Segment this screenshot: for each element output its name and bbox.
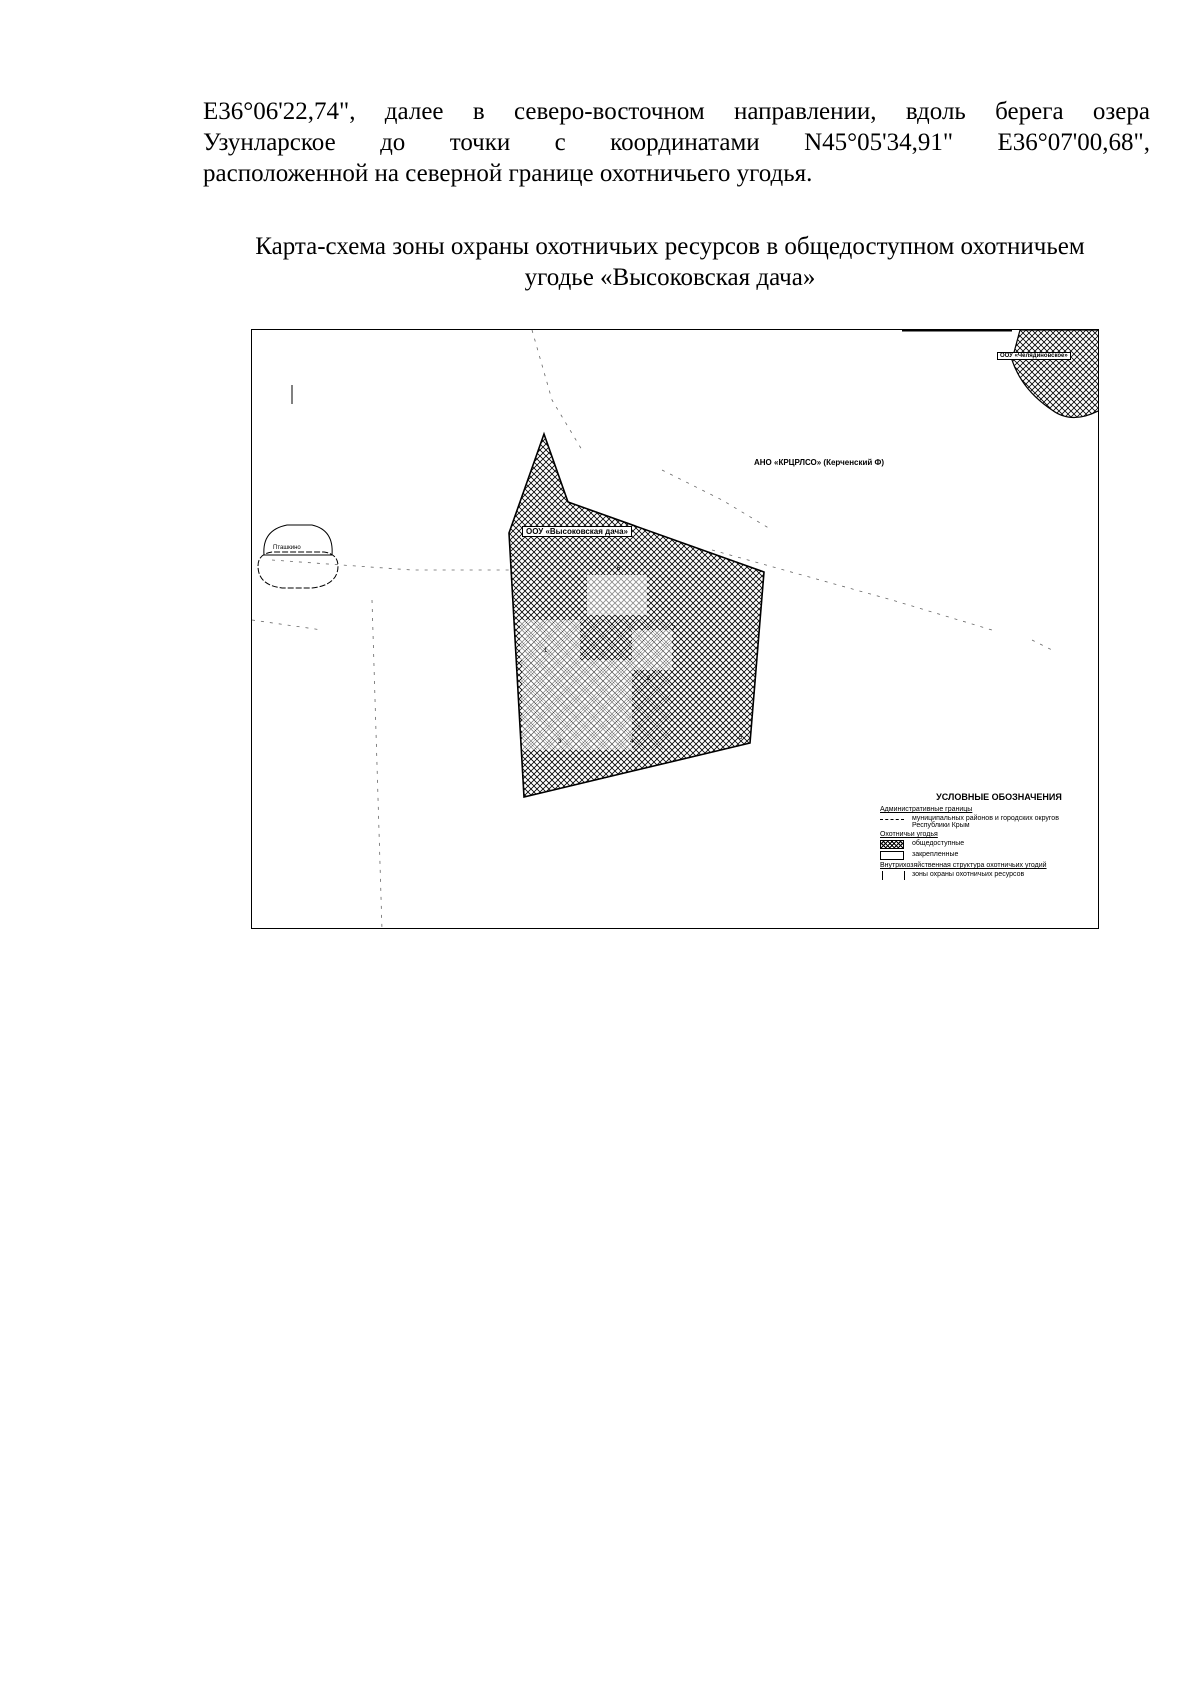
dashed-line-symbol: [880, 815, 908, 824]
zone-number: 7: [672, 626, 676, 632]
paragraph-line-3: расположенной на северной границе охотничьего угодья.: [203, 160, 813, 187]
zone-border-symbol: [880, 871, 908, 880]
vysokovskaya-label: ООУ «Высоковская дача»: [522, 526, 632, 537]
legend-admin-header: Административные границы: [880, 806, 973, 813]
chelyadinovo-label: ООУ «Челядиновское»: [997, 352, 1071, 360]
legend-row: [880, 840, 1098, 849]
zone-number: 2: [647, 676, 651, 682]
chelyadinovo-area: [1012, 330, 1099, 418]
body-paragraph: [203, 96, 1150, 189]
zone-number: 4: [630, 739, 634, 745]
legend-title: УСЛОВНЫЕ ОБОЗНАЧЕНИЯ: [936, 792, 1062, 802]
caption-line-2: угодье «Высоковская дача»: [524, 264, 816, 291]
settlement-label: Пташкино: [273, 545, 301, 551]
legend-admin-item: муниципальных районов и городских округов Республики Крым: [912, 815, 1059, 829]
legend-structure-header: Внутрихозяйственная структура охотничьих угодий: [880, 862, 1047, 869]
map-legend: [880, 792, 1098, 882]
legend-hunt-header: Охотничьи угодья: [880, 831, 938, 838]
legend-row: [880, 871, 1098, 880]
zone-number: 1: [544, 648, 548, 654]
zone-number: 3: [558, 739, 562, 745]
legend-row: [880, 815, 1098, 829]
hatched-box-symbol: [880, 840, 904, 849]
legend-row: [880, 851, 1098, 860]
hunting-map: [251, 329, 1099, 929]
ano-label: АНО «КРЦРЛСО» (Керченский Ф): [754, 458, 885, 467]
empty-box-symbol: [880, 851, 904, 860]
legend-zone-item: зоны охраны охотничьих ресурсов: [912, 871, 1025, 878]
map-caption: [190, 231, 1150, 293]
legend-public-item: общедоступные: [912, 840, 965, 847]
paragraph-line-1: E36°06'22,74", далее в северо-восточном направлении, вдоль берега озера: [203, 98, 1150, 125]
legend-assigned-item: закрепленные: [912, 851, 959, 858]
zone-number: 5: [739, 735, 743, 741]
caption-line-1: Карта-схема зоны охраны охотничьих ресурсов в общедоступном охотничьем: [255, 233, 1085, 260]
zone-number: 6: [617, 566, 621, 572]
paragraph-line-2: Узунларское до точки с координатами N45°05'34,91" E36°07'00,68",: [203, 129, 1150, 156]
